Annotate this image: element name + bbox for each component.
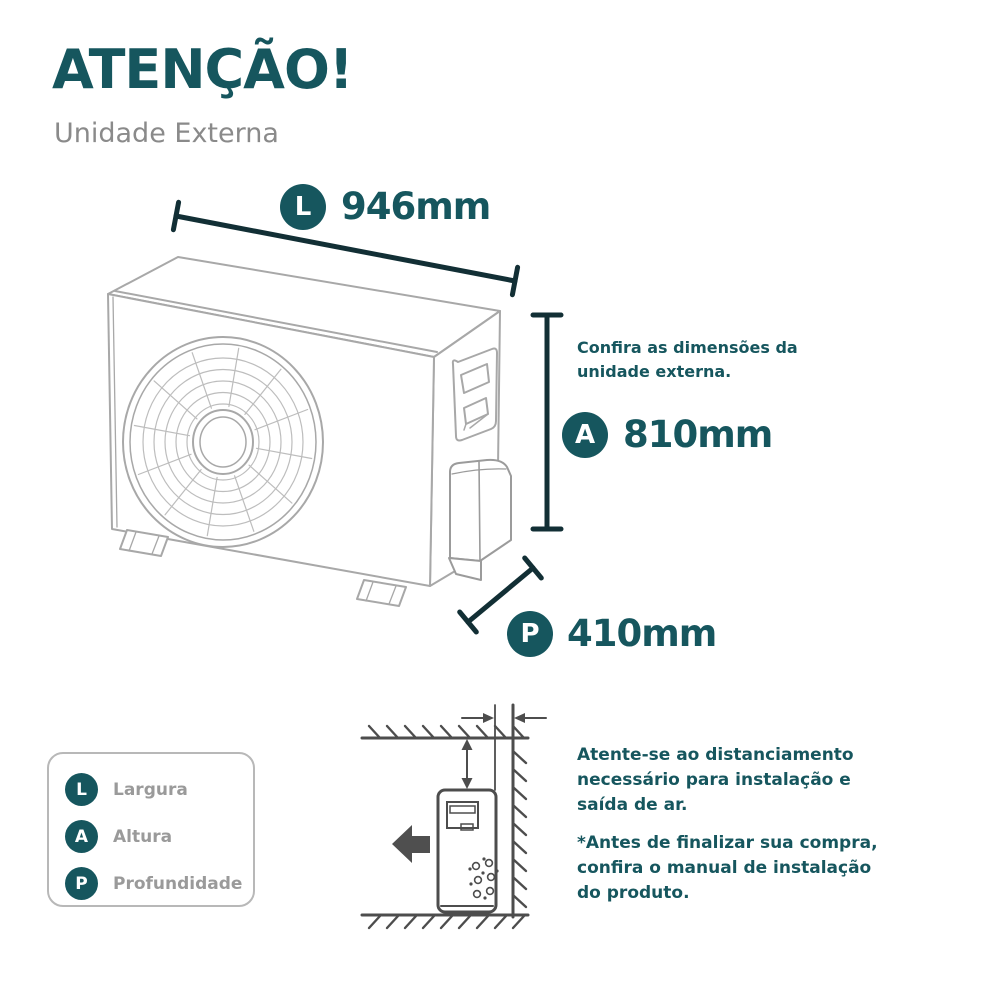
length-badge-letter: L — [294, 192, 312, 222]
page-subtitle: Unidade Externa — [54, 118, 279, 149]
dimension-legend — [47, 752, 255, 907]
legend-item-largura — [65, 766, 253, 813]
length-value: 946mm — [341, 185, 491, 228]
legend-item-altura — [65, 813, 253, 860]
depth-value: 410mm — [567, 612, 717, 655]
note-check-dimensions: Confira as dimensões da unidade externa. — [577, 338, 798, 381]
length-badge — [280, 184, 326, 230]
clearance-arrow — [462, 739, 473, 789]
altura-letter-icon: A — [65, 820, 98, 853]
profundidade-label: Profundidade — [113, 873, 243, 894]
gap-dimension-arrows — [462, 713, 546, 723]
altura-label: Altura — [113, 826, 173, 847]
legend-item-profundidade — [65, 860, 253, 907]
outdoor-unit-illustration — [108, 257, 511, 606]
largura-letter-icon: L — [65, 773, 98, 806]
installation-clearance-diagram — [362, 705, 546, 928]
page-title: ATENÇÃO! — [52, 38, 353, 101]
air-outlet-arrow-icon — [392, 825, 430, 863]
valve-cover — [449, 460, 511, 580]
note-manual: *Antes de finalizar sua compra, confira o manual de instalação do produto. — [577, 833, 878, 903]
height-badge — [562, 412, 608, 458]
largura-label: Largura — [113, 779, 188, 800]
depth-badge — [507, 611, 553, 657]
unit-top-view — [438, 790, 499, 912]
dimension-line-height — [533, 315, 561, 529]
height-value: 810mm — [623, 413, 773, 456]
note-clearance: Atente-se ao distanciamento necessário para instalação e saída de ar. — [577, 745, 854, 815]
depth-badge-letter: P — [520, 619, 540, 649]
side-panel-detail — [453, 349, 497, 441]
profundidade-letter-icon: P — [65, 867, 98, 900]
height-badge-letter: A — [574, 420, 596, 450]
